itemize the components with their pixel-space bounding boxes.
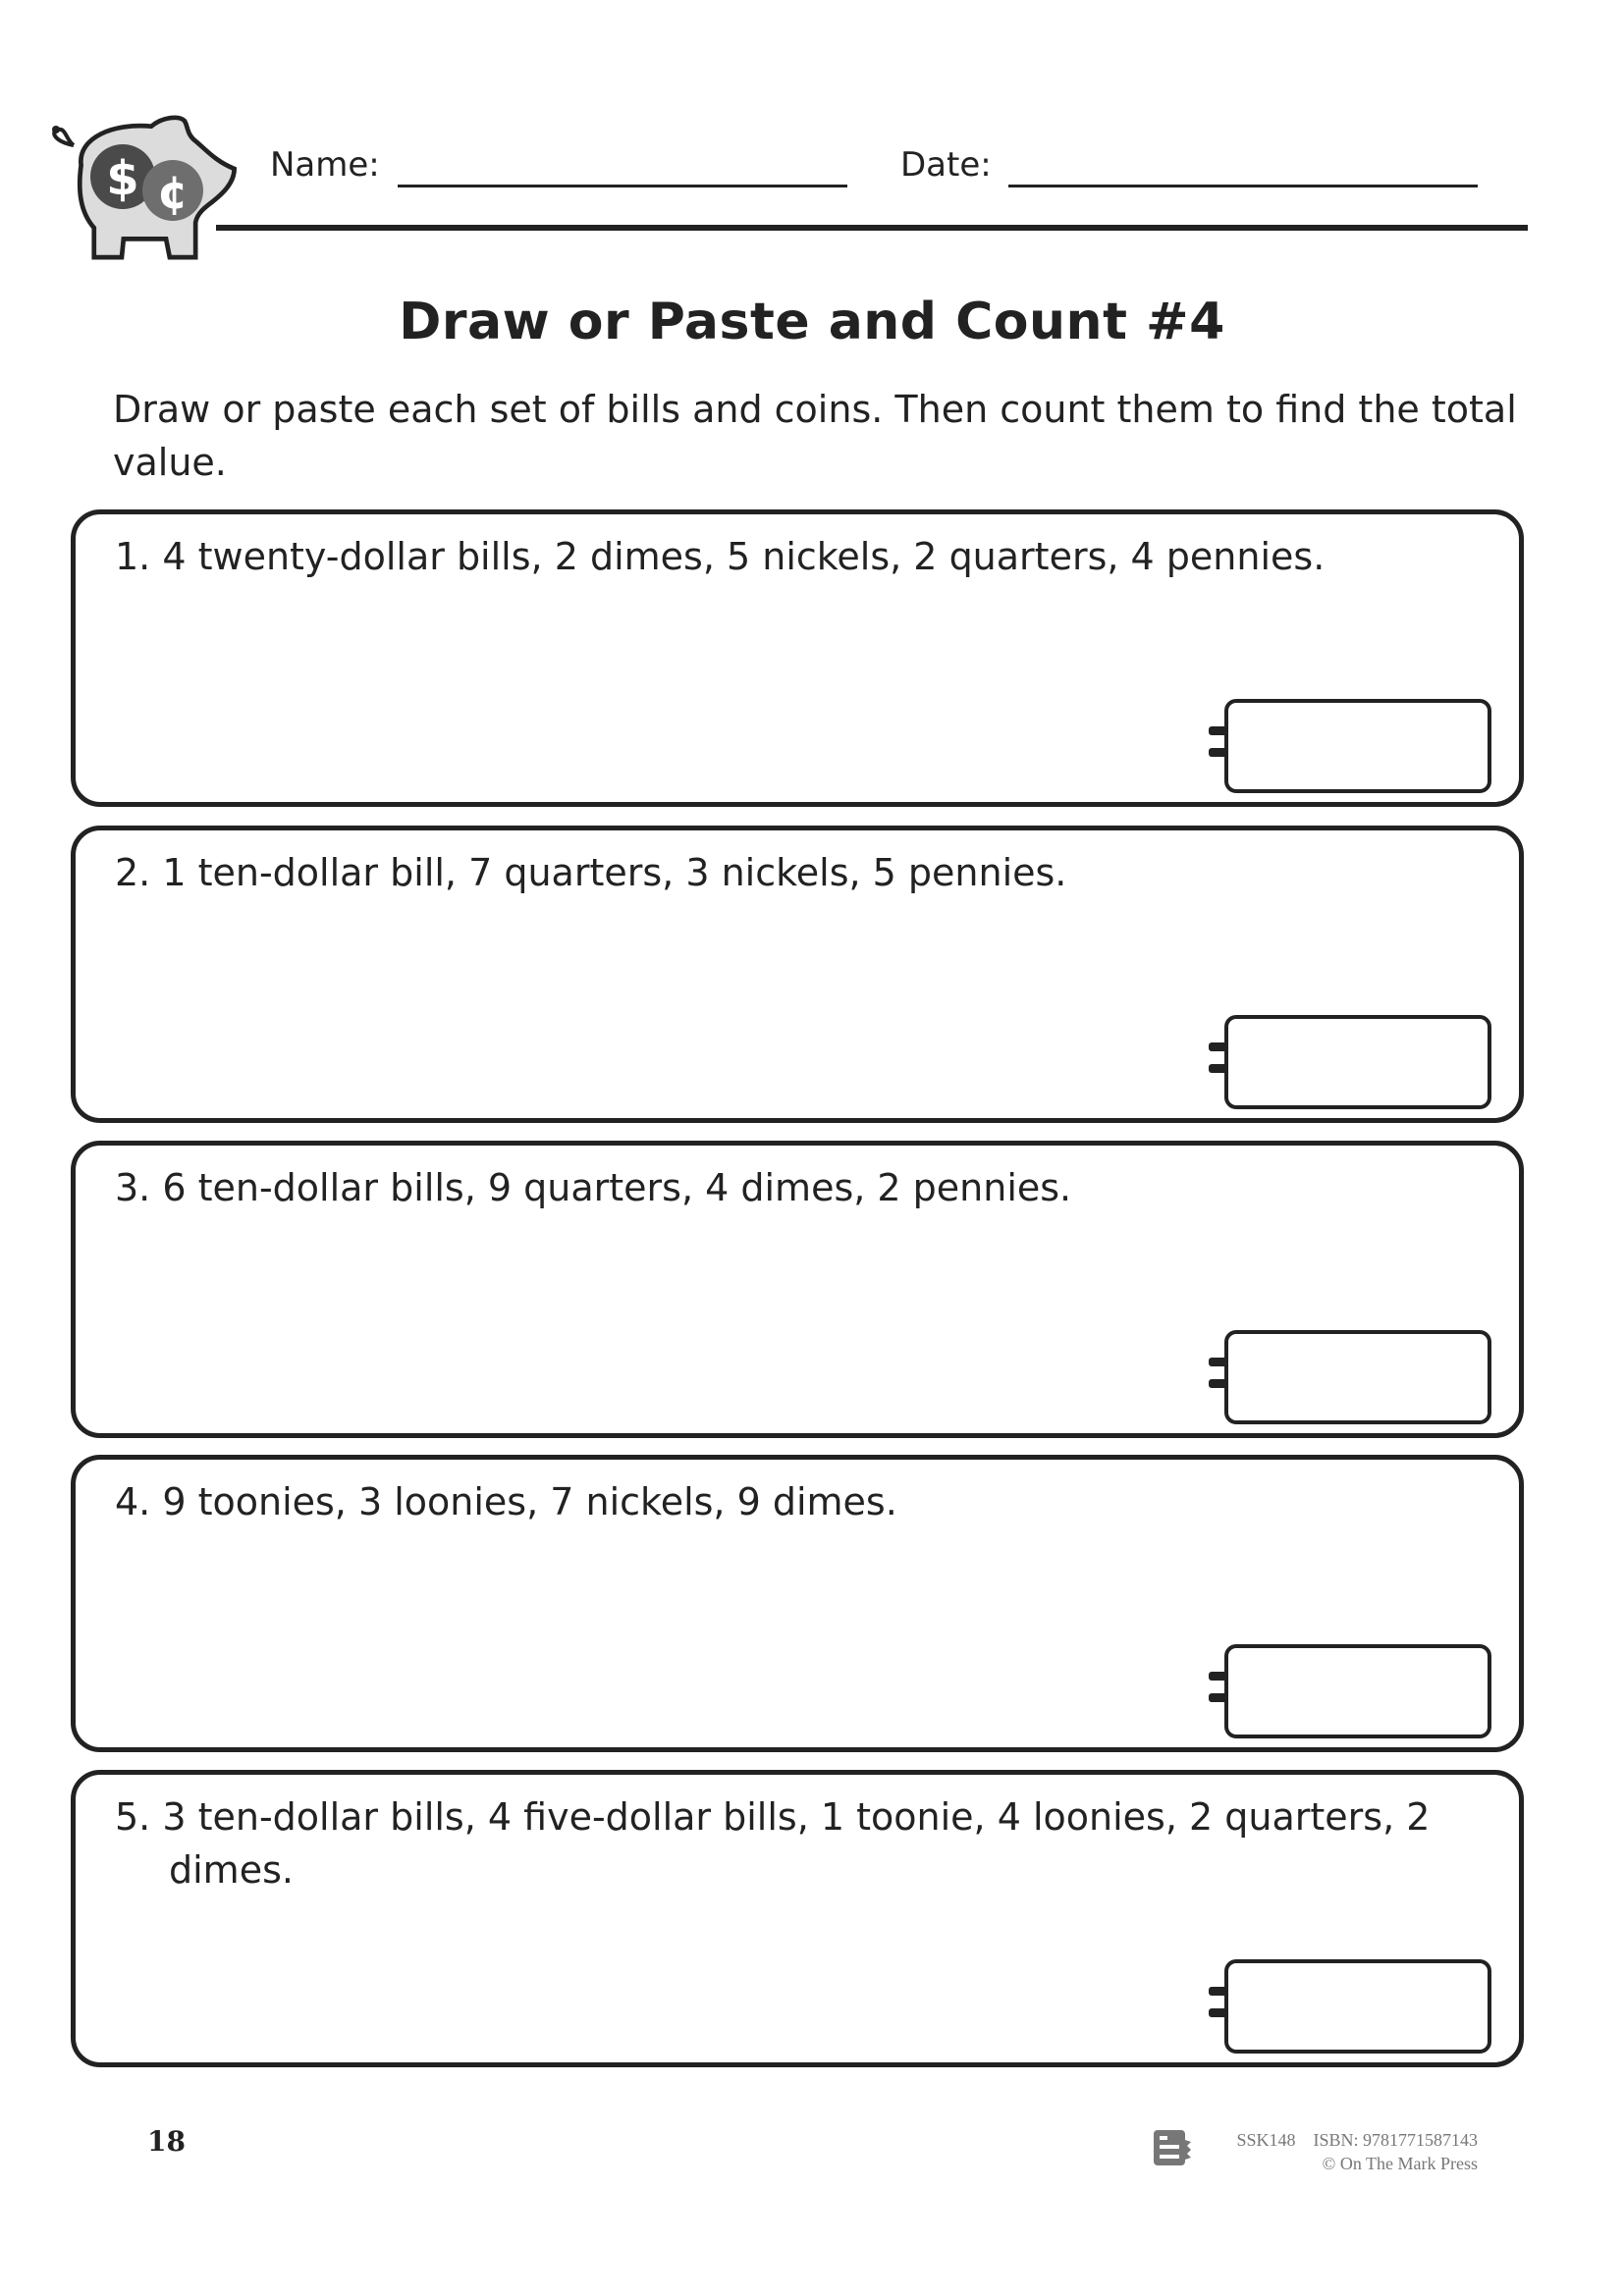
question-box-4[interactable] [71,1455,1524,1752]
question-text: 5. 3 ten-dollar bills, 4 five-dollar bills, 1 toonie, 4 loonies, 2 quarters, 2 dimes. [115,1795,1431,1892]
piggy-bank-icon [44,106,241,273]
question-box-5[interactable] [71,1770,1524,2067]
isbn: ISBN: 9781771587143 [1313,2130,1478,2150]
question-text: 1. 4 twenty-dollar bills, 2 dimes, 5 nickels, 2 quarters, 4 pennies. [115,535,1326,578]
answer-box[interactable] [1224,699,1491,793]
publisher-logo-icon [1152,2128,1193,2167]
copyright: © On The Mark Press [1322,2154,1478,2173]
date-field[interactable] [1008,185,1478,187]
svg-text:¢: ¢ [156,166,189,219]
date-label: Date: [900,145,992,185]
answer-box[interactable] [1224,1644,1491,1738]
answer-box[interactable] [1224,1959,1491,2054]
svg-text:$: $ [106,151,139,206]
piggy-bank-logo [44,106,241,273]
page-title: Draw or Paste and Count #4 [399,293,1225,351]
question-text: 4. 9 toonies, 3 loonies, 7 nickels, 9 dimes. [115,1480,897,1523]
question-box-2[interactable] [71,826,1524,1123]
answer-box[interactable] [1224,1330,1491,1424]
instructions: Draw or paste each set of bills and coins. Then count them to find the total value. [113,388,1517,484]
page-number: 18 [147,2125,186,2158]
name-field[interactable] [398,185,847,187]
header-rule [216,225,1528,231]
answer-box[interactable] [1224,1015,1491,1109]
product-code: SSK148 [1236,2130,1296,2150]
question-box-3[interactable] [71,1141,1524,1438]
footer-info [1218,2128,1478,2175]
question-box-1[interactable] [71,509,1524,807]
question-text: 2. 1 ten-dollar bill, 7 quarters, 3 nickels, 5 pennies. [115,851,1067,894]
name-label: Name: [270,145,380,185]
question-text: 3. 6 ten-dollar bills, 9 quarters, 4 dimes, 2 pennies. [115,1166,1072,1209]
